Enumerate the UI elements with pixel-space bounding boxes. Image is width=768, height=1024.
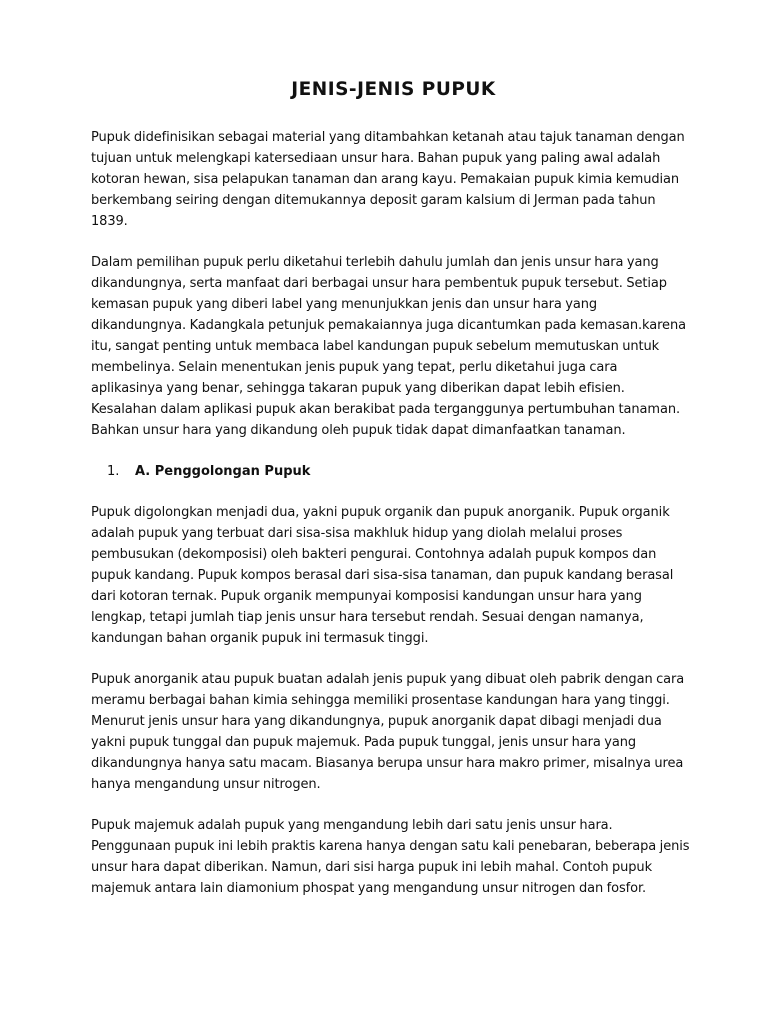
section-paragraph-3: Pupuk majemuk adalah pupuk yang mengandung lebih dari satu jenis unsur hara. Penggunaan pupuk ini lebih praktis karena hanya dengan satu kali penebaran, beberapa jenis unsur hara dapat diberikan. Namun, dari sisi harga pupuk ini lebih mahal. Contoh pupuk majemuk antara lain diamonium phospat yang mengandung unsur nitrogen dan fosfor. — [91, 818, 690, 896]
intro-paragraph-1: Pupuk didefinisikan sebagai material yang ditambahkan ketanah atau tajuk tanaman dengan tujuan untuk melengkapi katersediaan unsur hara. Bahan pupuk yang paling awal adalah kotoran hewan, sisa pelapukan tanaman dan arang kayu. Pemakaian pupuk kimia kemudian berkembang seiring dengan ditemukannya deposit garam kalsium di Jerman pada tahun 1839. — [91, 130, 685, 229]
document-title: JENIS-JENIS PUPUK — [291, 79, 496, 100]
section-heading — [91, 461, 690, 482]
section-title: A. Penggolongan Pupuk — [135, 464, 311, 479]
section-paragraph-2: Pupuk anorganik atau pupuk buatan adalah jenis pupuk yang dibuat oleh pabrik dengan cara meramu berbagai bahan kimia sehingga memiliki prosentase kandungan hara yang tinggi. Menurut jenis unsur hara yang dikandungnya, pupuk anorganik dapat dibagi menjadi dua yakni pupuk tunggal dan pupuk majemuk. Pada pupuk tunggal, jenis unsur hara yang dikandungnya hanya satu macam. Biasanya berupa unsur hara makro primer, misalnya urea hanya mengandung unsur nitrogen. — [91, 672, 685, 792]
intro-paragraph-2: Dalam pemilihan pupuk perlu diketahui terlebih dahulu jumlah dan jenis unsur hara yang dikandungnya, serta manfaat dari berbagai unsur hara pembentuk pupuk tersebut. Setiap kemasan pupuk yang diberi label yang menunjukkan jenis dan unsur hara yang dikandungnya. Kadangkala petunjuk pemakaiannya juga dicantumkan pada kemasan.karena itu, sangat penting untuk membaca label kandungan pupuk sebelum memutuskan untuk membelinya. Selain menentukan jenis pupuk yang tepat, perlu diketahui juga cara aplikasinya yang benar, sehingga takaran pupuk yang diberikan dapat lebih efisien. Kesalahan dalam aplikasi pupuk akan berakibat pada terganggunya pertumbuhan tanaman. Bahkan unsur hara yang dikandung oleh pupuk tidak dapat dimanfaatkan tanaman. — [91, 255, 686, 438]
section-paragraph-1: Pupuk digolongkan menjadi dua, yakni pupuk organik dan pupuk anorganik. Pupuk organik adalah pupuk yang terbuat dari sisa-sisa makhluk hidup yang diolah melalui proses pembusukan (dekomposisi) oleh bakteri pengurai. Contohnya adalah pupuk kompos dan pupuk kandang. Pupuk kompos berasal dari sisa-sisa tanaman, dan pupuk kandang berasal dari kotoran ternak. Pupuk organik mempunyai komposisi kandungan unsur hara yang lengkap, tetapi jumlah tiap jenis unsur hara tersebut rendah. Sesuai dengan namanya, kandungan bahan organik pupuk ini termasuk tinggi. — [91, 505, 674, 646]
section-number: 1. — [107, 464, 120, 479]
